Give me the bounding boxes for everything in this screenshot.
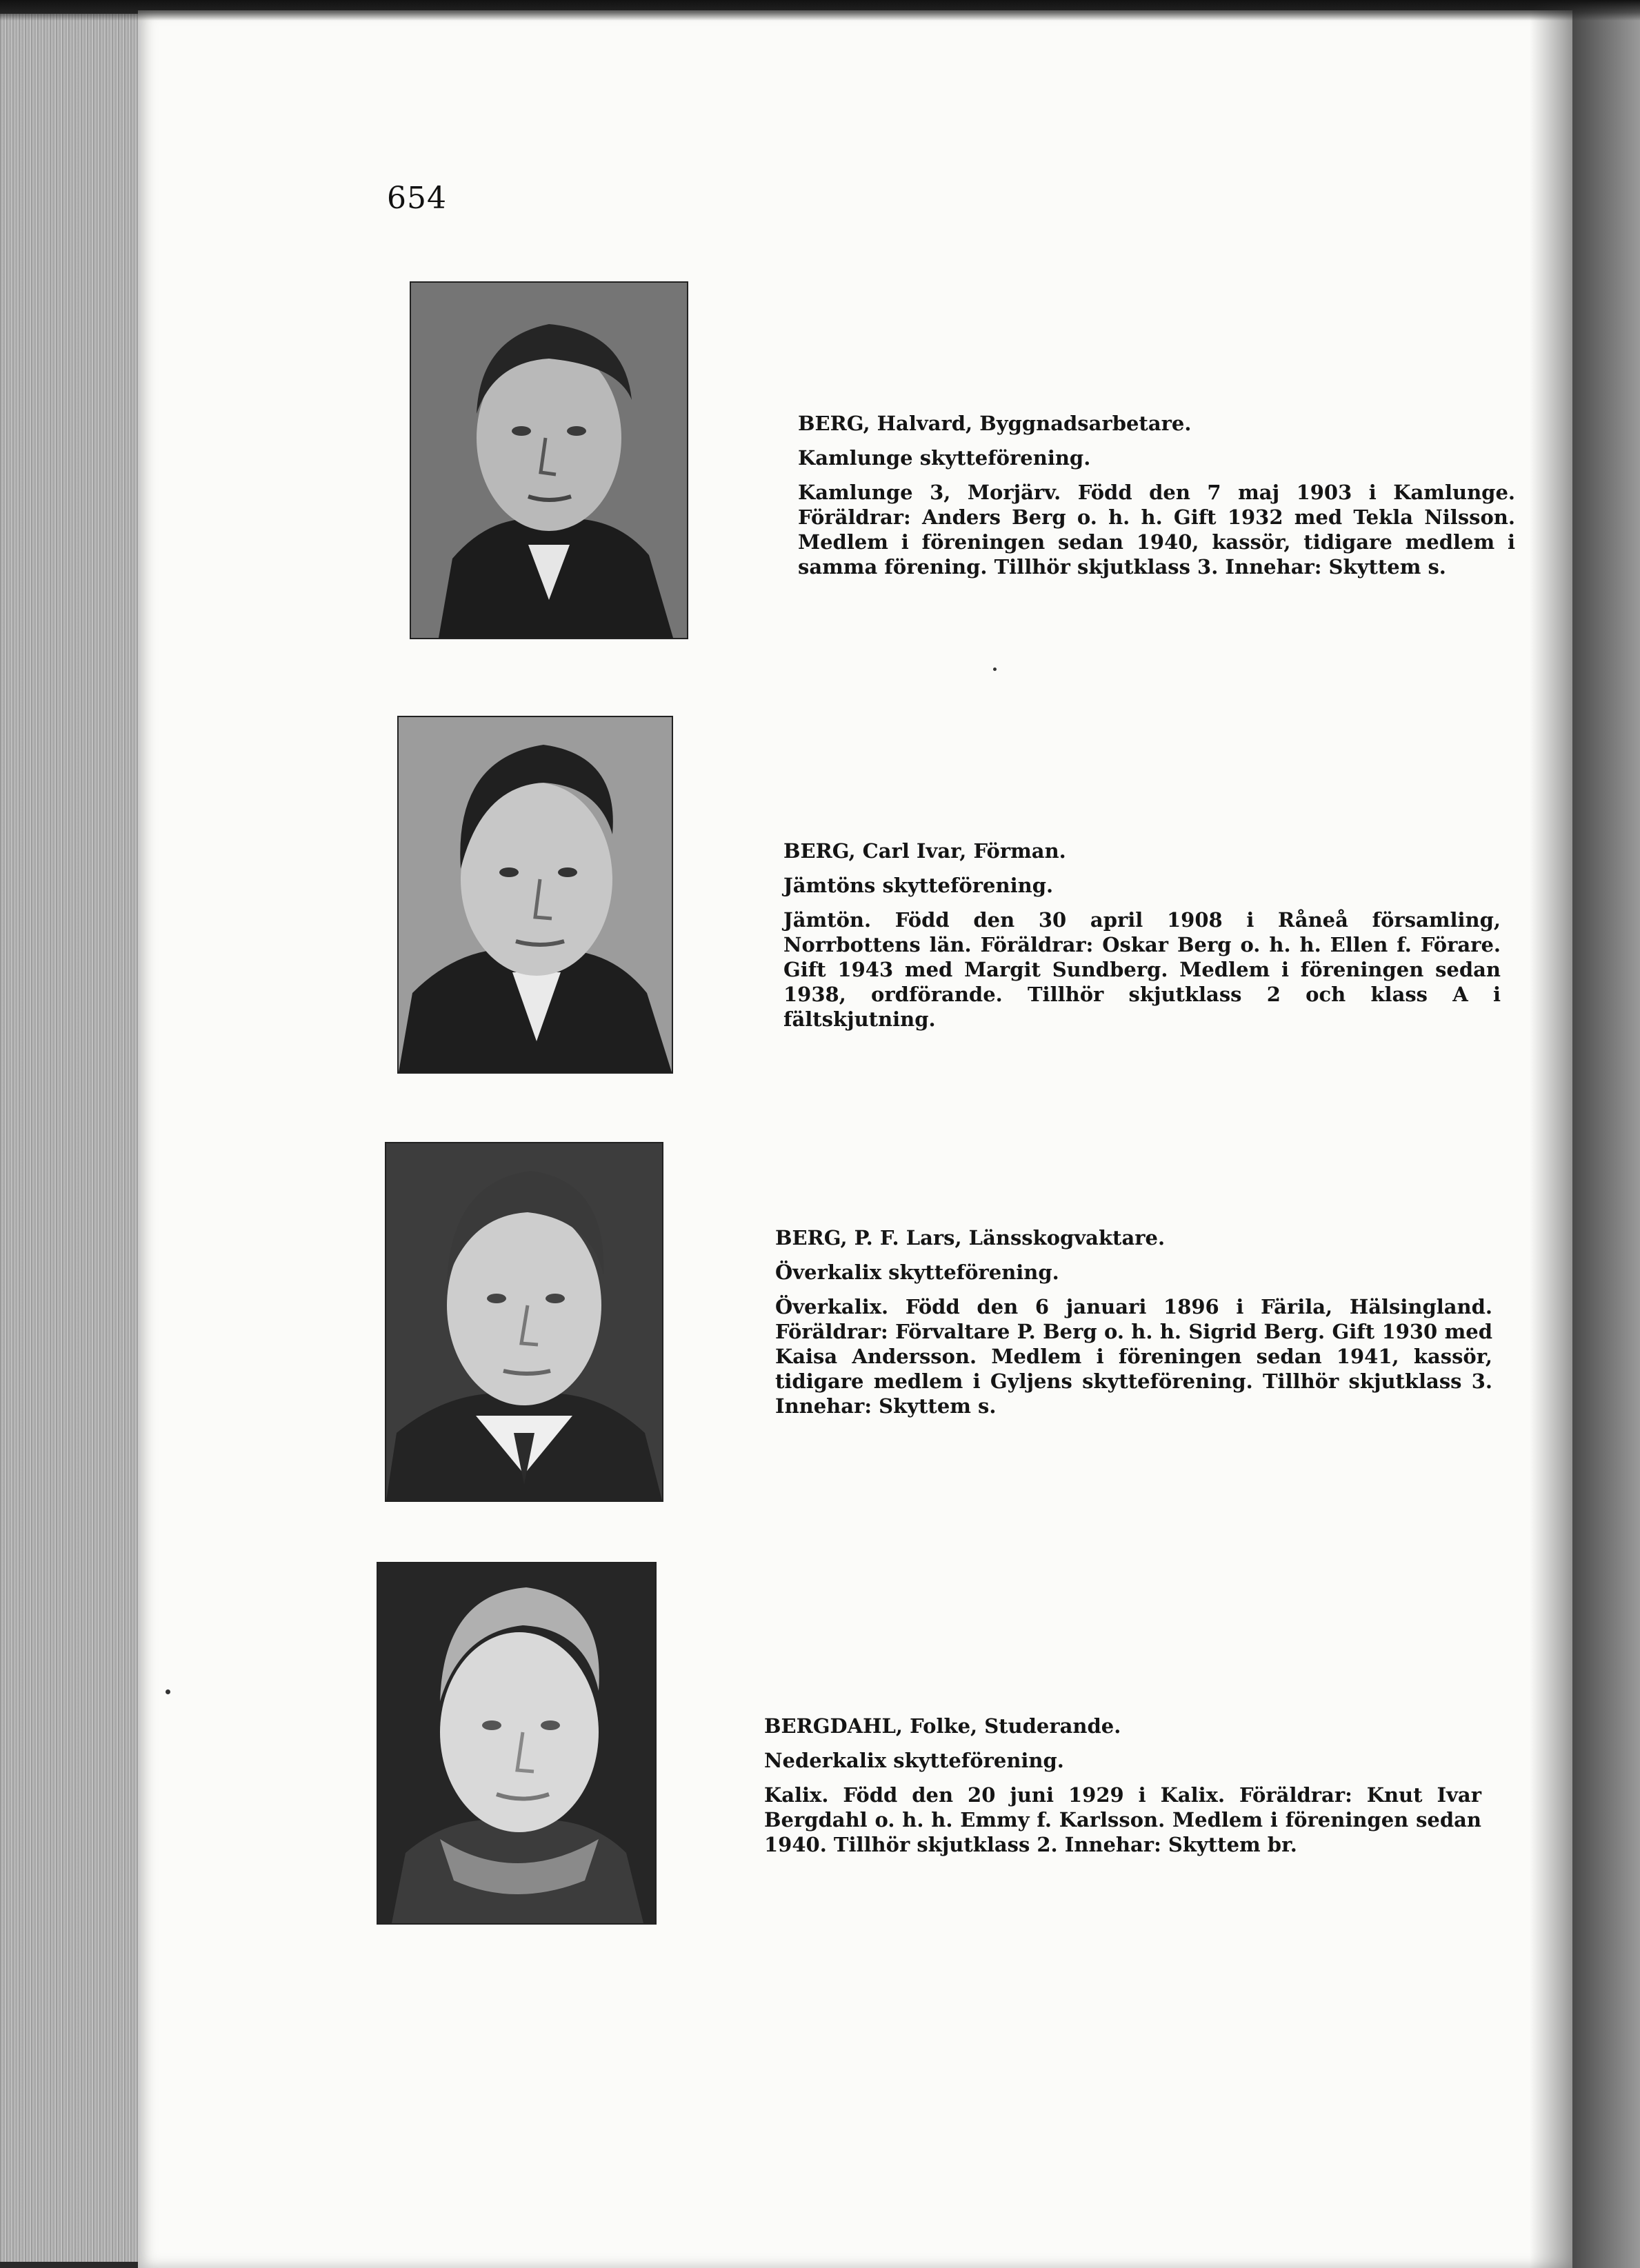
entry-club: Kamlunge skytteförening.: [798, 446, 1091, 470]
stacked-page-edges: [0, 14, 159, 2262]
entry-club: Jämtöns skytteförening.: [783, 874, 1054, 897]
portrait-photo-berg-lars: [386, 1143, 662, 1501]
book-page: [138, 10, 1572, 2268]
entry-bio: Jämtön. Född den 30 april 1908 i Råneå församling, Norrbottens län. Föräldrar: Oskar Berg o. h. h. Ellen f. Förare. Gift 1943 med Margit Sundberg. Medlem i föreningen sedan 1938, ordförande. Tillhör skjutklass 2 och klass A i fältskjutning.: [783, 908, 1501, 1031]
entry-bio: Kalix. Född den 20 juni 1929 i Kalix. Föräldrar: Knut Ivar Bergdahl o. h. h. Emmy f. Karlsson. Medlem i föreningen sedan 1940. Tillhör skjutklass 2. Innehar: Skyttem br.: [764, 1783, 1481, 1856]
entry-berg-halvard: [798, 411, 1515, 579]
portrait-icon: [378, 1563, 655, 1923]
entry-berg-carl-ivar: [783, 839, 1501, 1032]
portrait-photo-berg-carl-ivar: [399, 717, 672, 1072]
top-edge-shadow: [0, 0, 1640, 21]
entry-bio: Överkalix. Född den 6 januari 1896 i Färila, Hälsingland. Föräldrar: Förvaltare P. Berg o. h. h. Sigrid Berg. Gift 1930 med Kaisa Andersson. Medlem i föreningen sedan 1941, kassör, tidigare medlem i Gyljens skytteförening. Tillhör skjutklass 3. Innehar: Skyttem s.: [775, 1295, 1492, 1418]
entry-heading: BERGDAHL, Folke, Studerande.: [764, 1714, 1121, 1738]
print-speck: [166, 1689, 170, 1694]
portrait-icon: [399, 717, 672, 1072]
portrait-icon: [411, 283, 687, 638]
entry-bergdahl-folke: [764, 1714, 1481, 1857]
entry-heading: BERG, P. F. Lars, Länsskogvaktare.: [775, 1226, 1166, 1250]
entry-club: Nederkalix skytteförening.: [764, 1749, 1064, 1772]
entry-bio: Kamlunge 3, Morjärv. Född den 7 maj 1903 i Kamlunge. Föräldrar: Anders Berg o. h. h. Gift 1932 med Tekla Nilsson. Medlem i föreningen sedan 1940, kassör, tidigare medlem i samma förening. Tillhör skjutklass 3. Innehar: Skyttem s.: [798, 481, 1515, 579]
entry-club: Överkalix skytteförening.: [775, 1261, 1059, 1284]
entry-heading: BERG, Carl Ivar, Förman.: [783, 839, 1066, 863]
page-number: 654: [387, 181, 447, 216]
entry-berg-lars: [775, 1225, 1492, 1418]
portrait-icon: [386, 1143, 662, 1501]
print-speck: [993, 668, 997, 671]
portrait-photo-bergdahl-folke: [378, 1563, 655, 1923]
portrait-photo-berg-halvard: [411, 283, 687, 638]
entry-heading: BERG, Halvard, Byggnadsarbetare.: [798, 412, 1192, 435]
book-gutter-shadow: [1530, 0, 1640, 2268]
